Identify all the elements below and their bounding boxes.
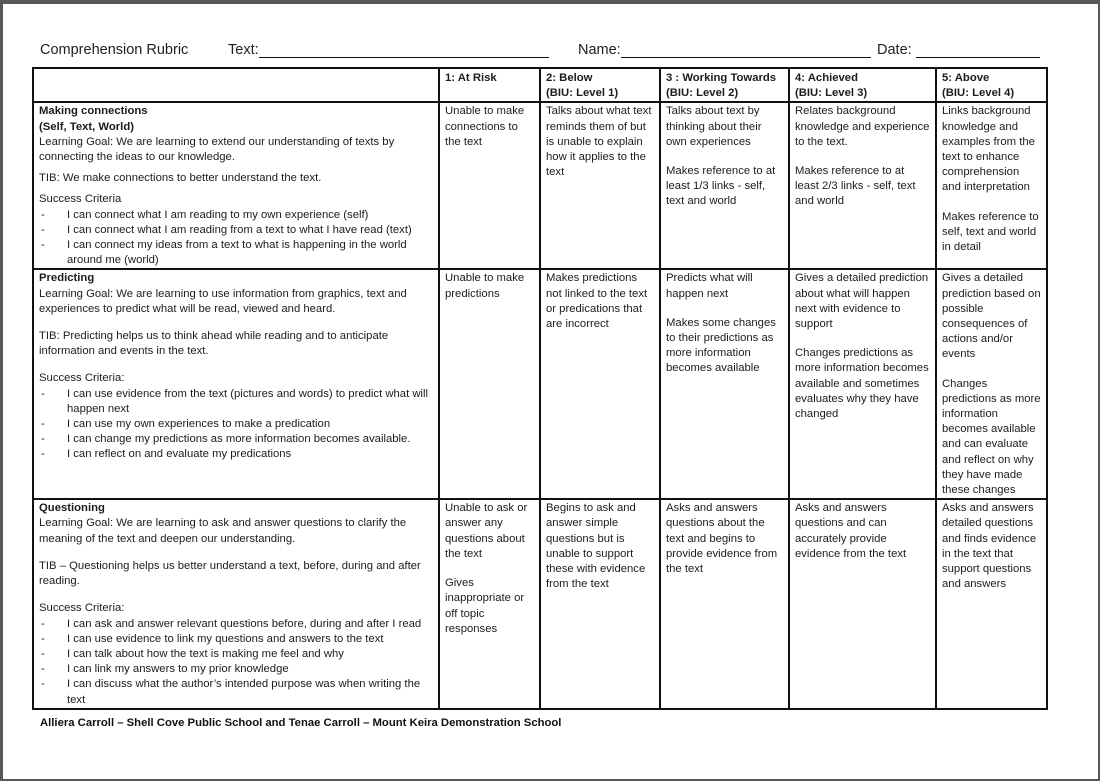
success-criteria-label: Success Criteria: — [39, 602, 125, 615]
level-descriptor: Makes reference to self, text and world in detail — [942, 210, 1039, 254]
column-header-achieved — [789, 68, 936, 102]
success-criteria-label: Success Criteria: — [39, 372, 125, 385]
level-cell-below — [540, 269, 660, 499]
level-cell-above — [936, 269, 1047, 499]
level-cell-working-towards — [660, 269, 789, 499]
document-title: Comprehension Rubric — [40, 42, 189, 58]
tib-statement: TIB – Questioning helps us better understand a text, before, during and after reading. — [39, 559, 421, 588]
tib-statement: TIB: We make connections to better understand the text. — [39, 172, 322, 185]
text-blank-line[interactable] — [259, 42, 549, 58]
column-subtitle: (BIU: Level 1) — [546, 87, 619, 100]
success-criterion: - I can discuss what the author’s intended purpose was when writing the text — [39, 677, 433, 707]
document-header — [32, 38, 1046, 58]
level-descriptor: Gives inappropriate or off topic responses — [445, 577, 525, 635]
success-criterion: - I can ask and answer relevant questions before, during and after I read — [39, 617, 433, 632]
rubric-row — [33, 499, 1047, 708]
level-descriptor: Makes some changes to their predictions as more information becomes available — [666, 316, 776, 375]
level-descriptor: Gives a detailed prediction based on possible consequences of actions and/or events — [942, 272, 1041, 361]
level-descriptor: Changes predictions as more information becomes available and can evaluate and reflect on why they have made these changes — [942, 377, 1041, 497]
column-header-above — [936, 68, 1047, 102]
level-descriptor: Asks and answers questions about the text and begins to provide evidence from the text — [666, 502, 778, 576]
success-criterion: - I can use my own experiences to make a predication — [39, 417, 433, 432]
column-header-at-risk — [439, 68, 540, 102]
rubric-row — [33, 269, 1047, 499]
strand-description-cell — [33, 102, 439, 269]
strand-title: Making connections — [39, 105, 148, 118]
level-cell-below — [540, 499, 660, 708]
date-label: Date: — [877, 42, 912, 58]
level-descriptor: Asks and answers detailed questions and finds evidence in the text that support questions and answers — [942, 502, 1037, 591]
success-criteria-label: Success Criteria — [39, 193, 122, 206]
success-criterion: - I can connect my ideas from a text to what is happening in the world around me (world) — [39, 238, 433, 268]
document-page — [3, 4, 1098, 779]
success-criteria-list — [39, 387, 433, 463]
level-descriptor: Links background knowledge and examples from the text to enhance comprehension and interpretation — [942, 105, 1035, 194]
level-descriptor: Talks about what text reminds them of but is unable to explain how it applies to the text — [546, 105, 652, 179]
learning-goal: Learning Goal: We are learning to extend our understanding of texts by connecting the ideas to our knowledge. — [39, 135, 395, 164]
level-cell-at-risk — [439, 499, 540, 708]
level-cell-at-risk — [439, 102, 540, 269]
learning-goal: Learning Goal: We are learning to use information from graphics, text and experiences to predict what will be read, viewed and heard. — [39, 287, 407, 315]
level-descriptor: Gives a detailed prediction about what will happen next with evidence to support — [795, 272, 929, 331]
success-criterion: - I can use evidence from the text (pictures and words) to predict what will happen next — [39, 387, 433, 417]
name-field[interactable] — [578, 42, 877, 58]
success-criterion: - I can reflect on and evaluate my predications — [39, 447, 433, 462]
column-subtitle: (BIU: Level 2) — [666, 87, 739, 100]
success-criterion: - I can use evidence to link my questions and answers to the text — [39, 632, 433, 647]
strand-description-cell — [33, 499, 439, 708]
level-descriptor: Predicts what will happen next — [666, 272, 753, 300]
column-title: 5: Above — [942, 72, 990, 84]
level-descriptor: Unable to make connections to the text — [445, 105, 525, 148]
strand-title: Questioning — [39, 502, 105, 515]
text-label: Text: — [228, 42, 259, 58]
column-subtitle: (BIU: Level 3) — [795, 87, 868, 100]
level-cell-above — [936, 499, 1047, 708]
strand-description-cell — [33, 269, 439, 499]
rubric-row — [33, 102, 1047, 269]
level-cell-working-towards — [660, 102, 789, 269]
date-blank-line[interactable] — [916, 42, 1040, 58]
level-descriptor: Relates background knowledge and experience to the text. — [795, 105, 930, 148]
column-header-working-towards — [660, 68, 789, 102]
success-criteria-list — [39, 208, 433, 269]
learning-goal: Learning Goal: We are learning to ask and answer questions to clarify the meaning of the text and deepen our understanding. — [39, 517, 407, 545]
level-descriptor: Begins to ask and answer simple questions but is unable to support these with evidence from the text — [546, 502, 646, 591]
level-descriptor: Changes predictions as more information becomes available and sometimes evaluates why they have changed — [795, 347, 929, 421]
level-cell-at-risk — [439, 269, 540, 499]
level-descriptor: Unable to make predictions — [445, 272, 525, 300]
success-criterion: - I can connect what I am reading from a text to what I have read (text) — [39, 223, 433, 238]
text-field[interactable] — [228, 42, 578, 58]
success-criterion: - I can change my predictions as more information becomes available. — [39, 432, 433, 447]
authors-footer: Alliera Carroll – Shell Cove Public School and Tenae Carroll – Mount Keira Demonstration School — [40, 716, 562, 729]
level-cell-achieved — [789, 102, 936, 269]
level-descriptor: Talks about text by thinking about their own experiences — [666, 105, 762, 148]
success-criterion: - I can connect what I am reading to my own experience (self) — [39, 208, 433, 223]
success-criterion: - I can talk about how the text is making me feel and why — [39, 647, 433, 662]
column-header-criteria — [33, 68, 439, 102]
rubric-header-row — [33, 68, 1047, 102]
column-subtitle: (BIU: Level 4) — [942, 87, 1015, 100]
tib-statement: TIB: Predicting helps us to think ahead while reading and to anticipate information and events in the text. — [39, 330, 389, 358]
level-cell-achieved — [789, 269, 936, 499]
success-criteria-list — [39, 617, 433, 708]
level-cell-achieved — [789, 499, 936, 708]
column-title: 1: At Risk — [445, 72, 497, 84]
strand-title: Predicting — [39, 272, 95, 285]
level-cell-below — [540, 102, 660, 269]
level-descriptor: Unable to ask or answer any questions about the text — [445, 502, 528, 560]
column-title: 2: Below — [546, 72, 593, 84]
level-cell-above — [936, 102, 1047, 269]
date-field[interactable] — [877, 42, 1047, 58]
document-content — [3, 4, 1046, 731]
column-header-below — [540, 68, 660, 102]
column-title: 4: Achieved — [795, 72, 858, 84]
name-blank-line[interactable] — [621, 42, 871, 58]
level-descriptor: Makes predictions not linked to the text or predications that are incorrect — [546, 272, 648, 331]
level-descriptor: Asks and answers questions and can accurately provide evidence from the text — [795, 502, 907, 560]
level-descriptor: Makes reference to at least 1/3 links - self, text and world — [666, 165, 776, 208]
success-criterion: - I can link my answers to my prior knowledge — [39, 662, 433, 677]
strand-subtitle: (Self, Text, World) — [39, 120, 134, 133]
column-title: 3 : Working Towards — [666, 72, 777, 84]
level-cell-working-towards — [660, 499, 789, 708]
rubric-table — [32, 67, 1048, 710]
name-label: Name: — [578, 42, 621, 58]
level-descriptor: Makes reference to at least 2/3 links - self, text and world — [795, 165, 916, 208]
